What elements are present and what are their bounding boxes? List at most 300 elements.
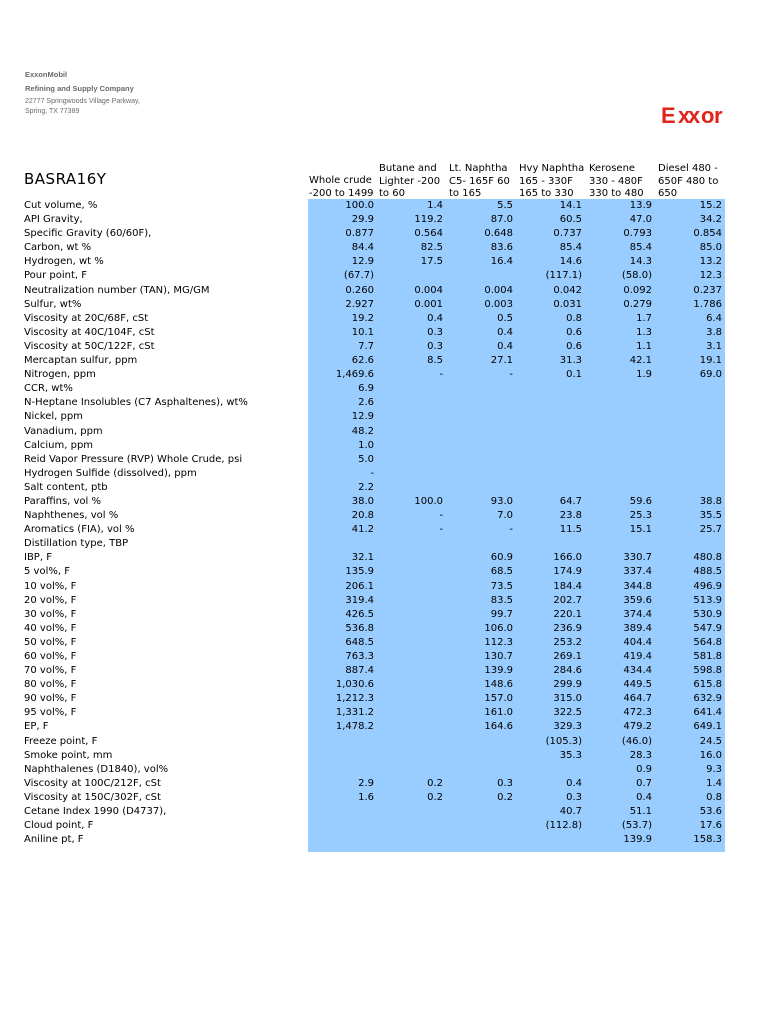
table-cell: 641.4 bbox=[693, 707, 722, 719]
table-cell bbox=[516, 481, 582, 495]
table-cell: 887.4 bbox=[345, 665, 374, 677]
table-cell bbox=[377, 692, 443, 706]
table-cell: 15.1 bbox=[629, 524, 652, 536]
table-cell: 1.0 bbox=[358, 439, 374, 451]
table-cell bbox=[447, 763, 513, 777]
table-cell: 0.4 bbox=[427, 312, 443, 324]
table-cell: 615.8 bbox=[693, 679, 722, 691]
table-cell: (112.8) bbox=[545, 820, 582, 832]
table-cell: 31.3 bbox=[559, 355, 582, 367]
table-cell bbox=[308, 735, 374, 749]
table-cell: 28.3 bbox=[629, 749, 652, 761]
table-cell: 13.9 bbox=[629, 200, 652, 211]
table-cell: 330.7 bbox=[623, 552, 652, 564]
table-cell bbox=[586, 481, 652, 495]
table-cell: 0.004 bbox=[414, 284, 443, 296]
table-cell: 2.2 bbox=[358, 481, 374, 493]
table-cell bbox=[447, 269, 513, 283]
row-label: 10 vol%, F bbox=[24, 580, 77, 592]
table-cell bbox=[447, 805, 513, 819]
table-cell: 60.9 bbox=[490, 552, 513, 564]
table-cell: 12.3 bbox=[699, 270, 722, 282]
table-cell bbox=[308, 537, 374, 551]
table-cell bbox=[308, 763, 374, 777]
value-column bbox=[377, 199, 443, 847]
table-cell: - bbox=[509, 524, 513, 536]
table-cell: - bbox=[439, 369, 443, 381]
row-label: 70 vol%, F bbox=[24, 665, 77, 677]
column-header: Whole crude -200 to 1499 bbox=[309, 175, 374, 199]
table-cell: 3.1 bbox=[706, 340, 722, 352]
table-cell: 42.1 bbox=[629, 355, 652, 367]
table-cell: 24.5 bbox=[699, 735, 722, 747]
table-cell: 40.7 bbox=[559, 806, 582, 818]
table-cell: 329.3 bbox=[553, 721, 582, 733]
table-cell: 93.0 bbox=[490, 495, 513, 507]
table-cell: 82.5 bbox=[420, 242, 443, 254]
table-cell bbox=[377, 678, 443, 692]
table-cell: 83.5 bbox=[490, 594, 513, 606]
table-cell bbox=[656, 425, 722, 439]
row-label: 50 vol%, F bbox=[24, 636, 77, 648]
table-cell bbox=[377, 382, 443, 396]
table-cell: 479.2 bbox=[623, 721, 652, 733]
address-line-2: Spring, TX 77389 bbox=[25, 108, 80, 115]
value-column bbox=[656, 199, 722, 847]
table-cell bbox=[447, 819, 513, 833]
table-cell: (53.7) bbox=[621, 820, 652, 832]
table-cell: (117.1) bbox=[545, 270, 582, 282]
table-cell bbox=[377, 481, 443, 495]
table-cell: 47.0 bbox=[629, 214, 652, 226]
table-cell: 404.4 bbox=[623, 636, 652, 648]
table-cell: 174.9 bbox=[553, 566, 582, 578]
table-cell bbox=[586, 453, 652, 467]
table-cell bbox=[377, 833, 443, 847]
table-cell: 253.2 bbox=[553, 636, 582, 648]
table-cell: 0.1 bbox=[566, 369, 582, 381]
table-cell: 184.4 bbox=[553, 580, 582, 592]
table-cell: 25.7 bbox=[699, 524, 722, 536]
table-cell bbox=[586, 396, 652, 410]
table-cell: 0.6 bbox=[566, 340, 582, 352]
table-cell: 488.5 bbox=[693, 566, 722, 578]
table-cell bbox=[308, 805, 374, 819]
table-cell: 34.2 bbox=[699, 214, 722, 226]
table-cell bbox=[516, 453, 582, 467]
table-cell: 0.031 bbox=[553, 298, 582, 310]
value-column bbox=[447, 199, 513, 847]
table-cell bbox=[377, 819, 443, 833]
row-label: Viscosity at 50C/122F, cSt bbox=[24, 340, 155, 352]
table-cell bbox=[656, 467, 722, 481]
table-cell: 344.8 bbox=[623, 580, 652, 592]
table-cell: 1.7 bbox=[636, 312, 652, 324]
table-cell: 284.6 bbox=[553, 665, 582, 677]
row-label: Pour point, F bbox=[24, 270, 88, 282]
column-header: Hvy Naphtha 165 - 330F 165 to 330 bbox=[519, 163, 585, 199]
table-cell: 419.4 bbox=[623, 651, 652, 662]
table-cell bbox=[377, 636, 443, 650]
table-cell: 0.279 bbox=[623, 298, 652, 310]
table-cell: 19.2 bbox=[351, 312, 374, 324]
table-cell bbox=[377, 608, 443, 622]
table-cell bbox=[308, 749, 374, 763]
table-cell: 464.7 bbox=[623, 693, 652, 705]
table-cell: 322.5 bbox=[553, 707, 582, 719]
row-label: Vanadium, ppm bbox=[24, 425, 103, 437]
value-column bbox=[308, 199, 374, 847]
table-cell: 1.3 bbox=[636, 326, 652, 338]
table-cell: 2.9 bbox=[358, 777, 374, 789]
table-cell: 1.1 bbox=[636, 340, 652, 352]
table-cell: 5.0 bbox=[358, 453, 374, 465]
table-cell: 319.4 bbox=[345, 594, 374, 606]
table-cell: 9.3 bbox=[706, 763, 722, 775]
table-cell: 35.5 bbox=[699, 510, 722, 522]
table-cell: 0.004 bbox=[484, 284, 513, 296]
exxon-logo: E x x o r bbox=[661, 103, 723, 128]
table-cell: 0.854 bbox=[693, 228, 722, 240]
row-label: Sulfur, wt% bbox=[24, 298, 82, 310]
table-cell: 0.003 bbox=[484, 298, 513, 310]
table-cell: 1.9 bbox=[636, 369, 652, 381]
table-cell bbox=[377, 565, 443, 579]
table-cell: 0.4 bbox=[497, 326, 513, 338]
table-cell: 87.0 bbox=[490, 214, 513, 226]
table-cell: 100.0 bbox=[414, 495, 443, 507]
table-cell: 0.3 bbox=[566, 791, 582, 803]
table-cell: 0.9 bbox=[636, 763, 652, 775]
table-cell: 11.5 bbox=[559, 524, 582, 536]
table-cell: 496.9 bbox=[693, 580, 722, 592]
table-cell: 16.0 bbox=[699, 749, 722, 761]
table-cell: 0.3 bbox=[497, 777, 513, 789]
table-cell: 536.8 bbox=[345, 622, 374, 634]
table-cell: 299.9 bbox=[553, 679, 582, 691]
table-cell: 139.9 bbox=[484, 665, 513, 677]
table-cell: 2.927 bbox=[345, 298, 374, 310]
table-cell: 25.3 bbox=[629, 510, 652, 522]
table-cell: 64.7 bbox=[559, 495, 582, 507]
row-label: 80 vol%, F bbox=[24, 679, 77, 691]
table-cell: 29.9 bbox=[351, 214, 374, 226]
table-cell: 83.6 bbox=[490, 242, 513, 254]
table-cell: 35.3 bbox=[559, 749, 582, 761]
table-cell: 139.9 bbox=[623, 834, 652, 846]
table-cell: 69.0 bbox=[699, 369, 722, 381]
table-cell: 649.1 bbox=[693, 721, 722, 733]
row-label: 20 vol%, F bbox=[24, 594, 77, 606]
table-cell bbox=[586, 382, 652, 396]
crude-title: BASRA16Y bbox=[24, 170, 107, 188]
table-cell bbox=[656, 439, 722, 453]
table-cell: (67.7) bbox=[343, 270, 374, 282]
table-cell bbox=[516, 396, 582, 410]
table-cell: 38.0 bbox=[351, 495, 374, 507]
table-cell: 157.0 bbox=[484, 693, 513, 705]
row-label: Viscosity at 40C/104F, cSt bbox=[24, 326, 155, 338]
row-label: Naphthalenes (D1840), vol% bbox=[24, 763, 169, 775]
table-cell bbox=[586, 439, 652, 453]
table-cell bbox=[447, 410, 513, 424]
table-cell: 564.8 bbox=[693, 636, 722, 648]
table-cell: 0.877 bbox=[345, 228, 374, 240]
row-label: Mercaptan sulfur, ppm bbox=[24, 355, 138, 367]
row-label: Cloud point, F bbox=[24, 820, 94, 832]
table-cell: 0.737 bbox=[553, 228, 582, 240]
table-cell: 38.8 bbox=[699, 495, 722, 507]
table-cell: 85.4 bbox=[629, 242, 652, 254]
table-cell bbox=[377, 551, 443, 565]
table-cell: 51.1 bbox=[629, 806, 652, 818]
table-cell: 0.092 bbox=[623, 284, 652, 296]
row-label: N-Heptane Insolubles (C7 Asphaltenes), wt% bbox=[24, 397, 248, 409]
table-cell: 15.2 bbox=[699, 200, 722, 211]
table-cell: 5.5 bbox=[497, 200, 513, 211]
table-cell: 8.5 bbox=[427, 355, 443, 367]
table-cell: 0.3 bbox=[427, 326, 443, 338]
row-label: Nickel, ppm bbox=[24, 411, 83, 423]
table-cell: 0.2 bbox=[427, 777, 443, 789]
table-cell: 472.3 bbox=[623, 707, 652, 719]
table-cell: 0.8 bbox=[566, 312, 582, 324]
table-cell bbox=[656, 396, 722, 410]
table-cell: 632.9 bbox=[693, 693, 722, 705]
table-cell bbox=[377, 664, 443, 678]
row-label: Salt content, ptb bbox=[24, 481, 108, 493]
row-label: 90 vol%, F bbox=[24, 693, 77, 705]
table-cell bbox=[377, 622, 443, 636]
table-cell bbox=[586, 537, 652, 551]
table-cell bbox=[516, 439, 582, 453]
table-cell bbox=[447, 735, 513, 749]
table-cell: 7.0 bbox=[497, 510, 513, 522]
table-cell: 85.4 bbox=[559, 242, 582, 254]
table-cell: 374.4 bbox=[623, 608, 652, 620]
table-cell bbox=[656, 453, 722, 467]
table-cell bbox=[516, 537, 582, 551]
table-cell: 1.4 bbox=[706, 777, 722, 789]
row-label: 60 vol%, F bbox=[24, 651, 77, 662]
table-cell: 19.1 bbox=[699, 355, 722, 367]
table-cell: 2.6 bbox=[358, 397, 374, 409]
table-cell: 14.3 bbox=[629, 256, 652, 268]
table-cell: 12.9 bbox=[351, 256, 374, 268]
row-label: Aromatics (FIA), vol % bbox=[24, 524, 135, 536]
table-cell bbox=[377, 706, 443, 720]
table-cell bbox=[377, 805, 443, 819]
table-cell: 0.4 bbox=[566, 777, 582, 789]
table-cell bbox=[447, 382, 513, 396]
table-cell: 480.8 bbox=[693, 552, 722, 564]
row-label: CCR, wt% bbox=[24, 383, 73, 395]
table-cell: 112.3 bbox=[484, 636, 513, 648]
address-line-1: 22777 Springwoods Village Parkway, bbox=[25, 98, 140, 105]
table-cell: 763.3 bbox=[345, 651, 374, 662]
table-cell: 0.5 bbox=[497, 312, 513, 324]
table-cell: 27.1 bbox=[490, 355, 513, 367]
table-cell: 0.4 bbox=[497, 340, 513, 352]
table-cell: 449.5 bbox=[623, 679, 652, 691]
table-cell bbox=[447, 439, 513, 453]
table-cell bbox=[447, 537, 513, 551]
table-cell: 84.4 bbox=[351, 242, 374, 254]
table-cell bbox=[447, 833, 513, 847]
value-column bbox=[516, 199, 582, 847]
row-label: API Gravity, bbox=[24, 214, 83, 226]
table-cell bbox=[447, 481, 513, 495]
table-cell: 1,469.6 bbox=[335, 369, 374, 381]
table-cell: 598.8 bbox=[693, 665, 722, 677]
table-cell: 60.5 bbox=[559, 214, 582, 226]
table-cell: 158.3 bbox=[693, 834, 722, 846]
table-cell: 513.9 bbox=[693, 594, 722, 606]
table-cell: 530.9 bbox=[693, 608, 722, 620]
row-label: 40 vol%, F bbox=[24, 622, 77, 634]
table-cell bbox=[377, 269, 443, 283]
table-cell: 359.6 bbox=[623, 594, 652, 606]
row-label: IBP, F bbox=[24, 552, 52, 564]
table-cell: 269.1 bbox=[553, 651, 582, 662]
table-cell: 130.7 bbox=[484, 651, 513, 662]
table-cell: 1,212.3 bbox=[335, 693, 374, 705]
row-label: Hydrogen Sulfide (dissolved), ppm bbox=[24, 467, 197, 479]
table-cell bbox=[586, 410, 652, 424]
table-cell: - bbox=[439, 510, 443, 522]
table-cell bbox=[377, 735, 443, 749]
table-cell: 135.9 bbox=[345, 566, 374, 578]
row-label: EP, F bbox=[24, 721, 49, 733]
table-cell bbox=[377, 453, 443, 467]
table-cell: 0.260 bbox=[345, 284, 374, 296]
table-cell bbox=[377, 749, 443, 763]
table-cell: 164.6 bbox=[484, 721, 513, 733]
table-cell: 0.7 bbox=[636, 777, 652, 789]
table-cell: 41.2 bbox=[351, 524, 374, 536]
table-cell: 119.2 bbox=[414, 214, 443, 226]
table-cell: 99.7 bbox=[490, 608, 513, 620]
row-label: Smoke point, mm bbox=[24, 749, 113, 761]
table-cell bbox=[516, 410, 582, 424]
table-cell bbox=[377, 439, 443, 453]
table-cell: 1,331.2 bbox=[335, 707, 374, 719]
table-cell: 0.042 bbox=[553, 284, 582, 296]
table-cell: 73.5 bbox=[490, 580, 513, 592]
table-cell: 53.6 bbox=[699, 806, 722, 818]
table-cell bbox=[377, 410, 443, 424]
table-cell: 62.6 bbox=[351, 355, 374, 367]
row-label: Aniline pt, F bbox=[24, 834, 84, 846]
row-label: Paraffins, vol % bbox=[24, 495, 102, 507]
table-cell: 6.9 bbox=[358, 383, 374, 395]
table-cell bbox=[377, 720, 443, 734]
table-cell bbox=[377, 580, 443, 594]
column-header: Kerosene 330 - 480F 330 to 480 bbox=[589, 163, 644, 199]
table-cell: 106.0 bbox=[484, 622, 513, 634]
table-cell: 547.9 bbox=[693, 622, 722, 634]
table-cell bbox=[447, 453, 513, 467]
table-cell bbox=[308, 819, 374, 833]
table-cell: 59.6 bbox=[629, 495, 652, 507]
table-cell bbox=[516, 763, 582, 777]
table-cell: 337.4 bbox=[623, 566, 652, 578]
table-cell: 16.4 bbox=[490, 256, 513, 268]
row-label: 95 vol%, F bbox=[24, 707, 77, 719]
table-cell: - bbox=[370, 467, 374, 479]
table-cell: 23.8 bbox=[559, 510, 582, 522]
table-cell: 0.237 bbox=[693, 284, 722, 296]
table-cell: 315.0 bbox=[553, 693, 582, 705]
table-cell: 166.0 bbox=[553, 552, 582, 564]
table-cell bbox=[447, 425, 513, 439]
row-label: Freeze point, F bbox=[24, 735, 98, 747]
table-cell bbox=[308, 833, 374, 847]
table-cell bbox=[656, 382, 722, 396]
table-cell: 220.1 bbox=[553, 608, 582, 620]
row-label: Naphthenes, vol % bbox=[24, 510, 119, 522]
table-cell: (46.0) bbox=[621, 735, 652, 747]
table-cell: 85.0 bbox=[699, 242, 722, 254]
table-cell: 581.8 bbox=[693, 651, 722, 662]
table-cell: 10.1 bbox=[351, 326, 374, 338]
table-cell: 68.5 bbox=[490, 566, 513, 578]
row-label: Reid Vapor Pressure (RVP) Whole Crude, psi bbox=[24, 453, 243, 465]
table-cell bbox=[516, 467, 582, 481]
table-cell: 0.793 bbox=[623, 228, 652, 240]
row-label: Cetane Index 1990 (D4737), bbox=[24, 806, 167, 818]
table-cell: 32.1 bbox=[351, 552, 374, 564]
table-cell: - bbox=[439, 524, 443, 536]
table-cell: 17.5 bbox=[420, 256, 443, 268]
table-cell: - bbox=[509, 369, 513, 381]
table-cell: 0.648 bbox=[484, 228, 513, 240]
table-cell bbox=[656, 410, 722, 424]
table-cell: 48.2 bbox=[351, 425, 374, 437]
table-cell bbox=[377, 763, 443, 777]
row-label: 5 vol%, F bbox=[24, 566, 70, 578]
table-cell: 426.5 bbox=[345, 608, 374, 620]
table-cell: 148.6 bbox=[484, 679, 513, 691]
table-cell: 1.4 bbox=[427, 200, 443, 211]
table-cell bbox=[447, 749, 513, 763]
table-cell bbox=[377, 396, 443, 410]
table-cell: 20.8 bbox=[351, 510, 374, 522]
table-cell: 0.6 bbox=[566, 326, 582, 338]
table-cell bbox=[377, 467, 443, 481]
table-cell bbox=[516, 833, 582, 847]
table-cell: 14.6 bbox=[559, 256, 582, 268]
row-label: Distillation type, TBP bbox=[24, 538, 129, 550]
table-cell bbox=[516, 382, 582, 396]
row-label: Cut volume, % bbox=[24, 200, 98, 211]
table-cell: 648.5 bbox=[345, 636, 374, 648]
table-cell: 0.4 bbox=[636, 791, 652, 803]
table-cell: 6.4 bbox=[706, 312, 722, 324]
table-cell: 1.6 bbox=[358, 791, 374, 803]
table-cell bbox=[447, 467, 513, 481]
table-cell: 0.2 bbox=[427, 791, 443, 803]
table-cell: 1.786 bbox=[693, 298, 722, 310]
table-cell: 1,478.2 bbox=[335, 721, 374, 733]
company-name: ExxonMobil bbox=[25, 70, 68, 79]
table-cell bbox=[377, 425, 443, 439]
row-label: Viscosity at 150C/302F, cSt bbox=[24, 791, 161, 803]
table-cell: 1,030.6 bbox=[335, 679, 374, 691]
table-cell: 202.7 bbox=[553, 594, 582, 606]
company-info bbox=[25, 68, 140, 117]
table-cell bbox=[377, 594, 443, 608]
